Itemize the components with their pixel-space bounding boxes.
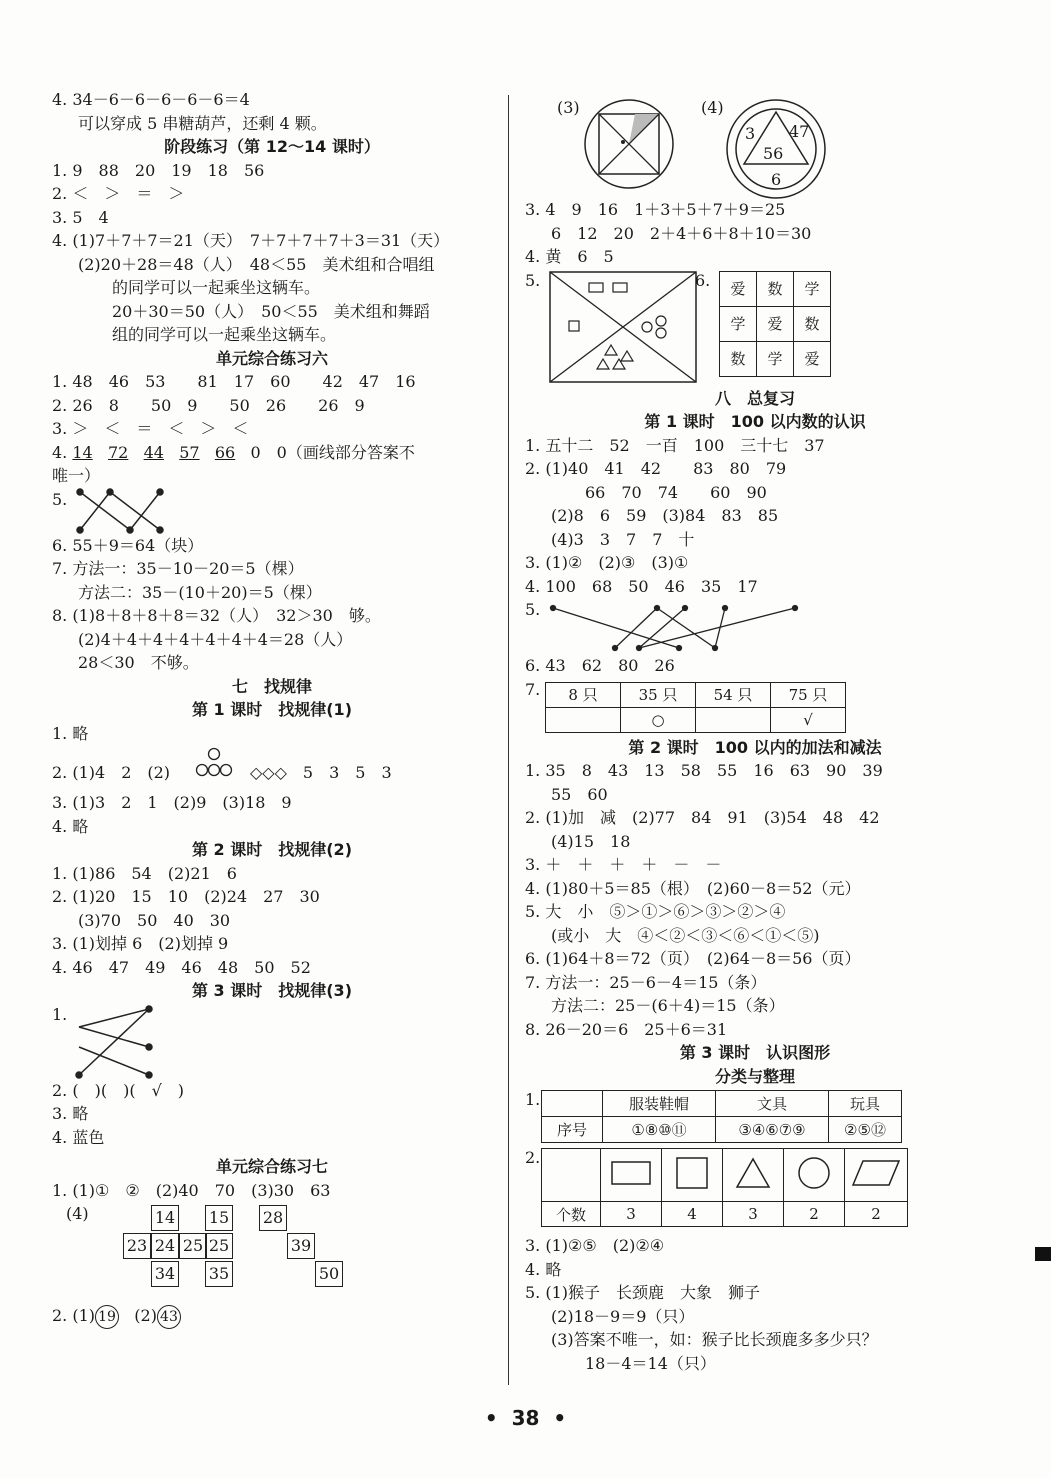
answer-line	[52, 1302, 492, 1330]
rectangle-icon	[610, 1160, 652, 1186]
grid-cell: 35	[205, 1261, 233, 1287]
item-number: (4)	[66, 1204, 89, 1223]
answer-line: 3. (1)②⑤ (2)②④	[525, 1236, 665, 1255]
answer-line: 2. (1)20 15 10 (2)24 27 30	[52, 887, 320, 906]
matching-figure	[52, 488, 492, 534]
answer-line: 4. 略	[525, 1259, 562, 1279]
answer-line: 4. 黄 6 5	[525, 247, 614, 266]
classification-table-block	[525, 1088, 985, 1146]
answer-line: 66 70 74 60 90	[585, 482, 767, 502]
table-cell: ①⑧⑩⑪	[603, 1117, 716, 1143]
table-cell: 2	[784, 1202, 845, 1227]
table-cell: ○	[621, 707, 696, 732]
answer-line: (或小 大 ④＜②＜③＜⑥＜①＜⑤)	[551, 925, 820, 945]
answer-line: 方法二：35－(10＋20)＝5（棵）	[78, 582, 322, 602]
answer-line: 20＋30＝50（人） 50＜55 美术组和舞蹈	[112, 301, 430, 321]
answer-line: 1. 9 88 20 19 18 56	[52, 160, 265, 180]
table-cell: 玩具	[829, 1091, 902, 1117]
table-cell: 3	[601, 1202, 662, 1227]
answer-line: 5. 大 小 ⑤＞①＞⑥＞③＞②＞④	[525, 902, 786, 921]
rectangle-cell	[601, 1149, 662, 1202]
circle-number: 47	[789, 122, 810, 141]
circle-icon	[797, 1156, 831, 1190]
answer-line: 3. 略	[52, 1104, 89, 1123]
lesson-heading: 第 1 课时 100 以内数的认识	[644, 412, 866, 431]
item-number: 6.	[695, 270, 711, 290]
underlined-answer: 44	[143, 442, 164, 462]
circle-square-figure	[583, 98, 675, 190]
answer-line: 5. (1)猴子 长颈鹿 大象 狮子	[525, 1283, 761, 1302]
lesson-heading: 第 1 课时 找规律(1)	[191, 700, 353, 719]
answer-text: ◇◇◇ 5 3 5 3	[250, 763, 392, 782]
table-cell	[542, 1149, 601, 1202]
grid-cell: 34	[151, 1261, 179, 1287]
table-cell	[542, 1091, 603, 1117]
lesson-heading: 第 3 课时 找规律(3)	[191, 981, 353, 1000]
item-number: 5.	[525, 600, 541, 619]
answer-line: (3)答案不唯一，如：猴子比长颈鹿多多少只？	[551, 1330, 878, 1349]
answer-line: 2. ( )( )( √ )	[52, 1080, 185, 1100]
answer-line: 8. 26－20＝6 25＋6＝31	[525, 1019, 728, 1039]
answer-line: 6 12 20 2＋4＋6＋8＋10＝30	[551, 223, 812, 243]
answer-line: 组的同学可以一起乘坐这辆车。	[112, 325, 337, 344]
item-number: 5.	[52, 489, 68, 509]
circle-cell	[784, 1149, 845, 1202]
edge-tab-mark	[1035, 1247, 1051, 1261]
table-cell: ②⑤⑫	[829, 1117, 902, 1143]
parallelogram-cell	[845, 1149, 908, 1202]
item-number: 4.	[52, 442, 68, 462]
lesson-heading: 第 2 课时 找规律(2)	[191, 840, 353, 859]
figure-label: (4)	[701, 98, 724, 117]
right-column	[525, 88, 985, 1375]
table-cell: 2	[845, 1202, 908, 1227]
answer-line: 4. (1)7＋7＋7＝21（天） 7＋7＋7＋7＋3＝31（天）	[52, 231, 450, 250]
answer-line: 2. (1)40 41 42 83 80 79	[525, 459, 787, 478]
grid-cell: 50	[315, 1261, 343, 1287]
table-cell	[696, 707, 771, 732]
table-cell: 8 只	[546, 682, 621, 707]
character-grid	[719, 271, 831, 377]
section-heading: 阶段练习（第 12～14 课时）	[164, 137, 380, 156]
cross-lines-diagram	[70, 488, 230, 534]
answer-line: 4. 100 68 50 46 35 17	[525, 576, 758, 596]
answer-line: (2)8 6 59 (3)84 83 85	[551, 506, 779, 525]
comparison-table	[545, 682, 846, 733]
table-cell: ③④⑥⑦⑨	[716, 1117, 829, 1143]
triangle-cell	[723, 1149, 784, 1202]
table-cell: 75 只	[771, 682, 846, 707]
answer-line: 7. 方法一：35－10－20＝5（棵）	[52, 559, 304, 578]
answer-line: 3. ＞ ＜ ＝ ＜ ＞ ＜	[52, 419, 249, 438]
answer-text: (2)	[134, 1306, 157, 1325]
answer-table-7	[525, 678, 985, 736]
grid-cell: 数	[794, 306, 831, 341]
underlined-answer: 57	[179, 442, 200, 462]
underlined-answer: 66	[214, 442, 236, 462]
answer-line: 1. (1)① ② (2)40 70 (3)30 63	[52, 1180, 331, 1200]
cross-lines-diagram	[67, 1003, 187, 1079]
grid-cell: 爱	[757, 306, 794, 341]
grid-cell: 15	[205, 1205, 233, 1231]
lesson-heading: 第 2 课时 100 以内的加法和减法	[628, 737, 882, 757]
matching-figure	[525, 598, 985, 654]
item-number: 5.	[525, 270, 541, 290]
answer-line: 1. 略	[52, 723, 89, 743]
grid-cell: 25	[179, 1233, 207, 1259]
section-heading: 单元综合练习六	[215, 348, 328, 368]
answer-line: 55 60	[551, 784, 608, 804]
figure-label: (3)	[557, 98, 580, 117]
answer-line: (2)4＋4＋4＋4＋4＋4＋4＝28（人）	[78, 629, 353, 649]
answer-line: 2. ＜ ＞ ＝ ＞	[52, 184, 185, 203]
grid-cell: 39	[287, 1233, 315, 1259]
grid-cell: 数	[720, 341, 757, 376]
table-cell: 4	[662, 1202, 723, 1227]
answer-line: 3. ＋ ＋ ＋ ＋ － －	[525, 855, 722, 874]
lesson-subheading: 分类与整理	[714, 1066, 795, 1086]
answer-line: (3)70 50 40 30	[78, 910, 231, 930]
nested-circle-figure	[725, 98, 827, 200]
table-cell: √	[771, 707, 846, 732]
page-number-value: 38	[511, 1406, 540, 1430]
answer-line: 6. 55＋9＝64（块）	[52, 535, 204, 555]
grid-cell: 学	[720, 306, 757, 341]
answer-line: 6. (1)64＋8＝72（页） (2)64－8＝56（页）	[525, 949, 861, 968]
answer-line: 3. 4 9 16 1＋3＋5＋7＋9＝25	[525, 200, 786, 219]
table-cell: 54 只	[696, 682, 771, 707]
underlined-answer: 14	[72, 442, 93, 462]
grid-cell: 爱	[720, 271, 757, 306]
answer-line	[52, 745, 492, 791]
underlined-answer: 72	[107, 442, 129, 462]
answer-line: 4. 46 47 49 46 48 50 52	[52, 957, 311, 977]
answer-text: 2. (1)	[52, 1306, 96, 1325]
answer-line: 18－4＝14（只）	[585, 1353, 716, 1373]
answer-line: (4)15 18	[551, 831, 631, 851]
grid-cell: 14	[151, 1205, 179, 1231]
lesson-heading: 第 3 课时 认识图形	[679, 1043, 831, 1062]
figures-row	[525, 88, 985, 198]
matching-figure	[52, 1003, 492, 1079]
grid-cell: 学	[794, 271, 831, 306]
answer-line: 可以穿成 5 串糖葫芦，还剩 4 颗。	[78, 113, 327, 133]
answer-line: 3. (1)划掉 6 (2)划掉 9	[52, 934, 229, 953]
answer-line: 方法二：25－(6＋4)＝15（条）	[551, 996, 785, 1015]
grid-cell: 25	[205, 1233, 233, 1259]
answer-line: 唯一）	[52, 466, 101, 485]
square-diagonals-figure	[549, 271, 699, 385]
circle-number: 3	[745, 124, 756, 143]
answer-line: 7. 方法一：25－6－4＝15（条）	[525, 972, 767, 992]
circle-number: 56	[763, 144, 784, 163]
answer-line: 2. (1)加 减 (2)77 84 91 (3)54 48 42	[525, 808, 880, 827]
grid-cell: 数	[757, 271, 794, 306]
grid-cell: 学	[757, 341, 794, 376]
chapter-heading: 七 找规律	[231, 676, 312, 696]
answer-line: 4. 蓝色	[52, 1127, 105, 1147]
answer-line: 3. 5 4	[52, 207, 109, 227]
grid-cell: 28	[259, 1205, 287, 1231]
answer-line: 2. 26 8 50 9 50 26 26 9	[52, 395, 365, 415]
table-cell: 文具	[716, 1091, 829, 1117]
item-number: 2.	[525, 1148, 541, 1167]
classification-table	[541, 1090, 902, 1143]
shape-count-block	[525, 1146, 985, 1234]
figures-row	[525, 269, 985, 387]
answer-line: 3. (1)3 2 1 (2)9 (3)18 9	[52, 793, 292, 812]
answer-line: 1. 48 46 53 81 17 60 42 47 16	[52, 372, 416, 391]
circled-number: 43	[157, 1305, 181, 1329]
item-number: 1.	[52, 1004, 68, 1024]
section-heading: 单元综合练习七	[215, 1157, 328, 1176]
matching-lines-diagram	[539, 598, 839, 654]
chapter-heading: 八 总复习	[714, 388, 795, 408]
page-number: • 38 •	[484, 1406, 567, 1430]
column-divider	[508, 95, 509, 1385]
triangle-icon	[735, 1157, 771, 1189]
table-cell: 3	[723, 1202, 784, 1227]
grid-cell: 23	[123, 1233, 151, 1259]
square-icon	[675, 1156, 709, 1190]
answer-line: (2)18－9＝9（只）	[551, 1306, 695, 1326]
answer-line: 4. 略	[52, 816, 89, 836]
left-column	[52, 88, 492, 1330]
answer-text: 2. (1)4 2 (2)	[52, 763, 171, 782]
shape-count-table	[541, 1148, 908, 1227]
grid-cell: 24	[151, 1233, 179, 1259]
circled-number: 19	[95, 1305, 119, 1329]
answer-line	[52, 441, 492, 465]
answer-line: 8. (1)8＋8＋8＋8＝32（人） 32＞30 够。	[52, 606, 381, 625]
answer-line: 6. 43 62 80 26	[525, 656, 675, 675]
circle-pattern-icon	[192, 747, 236, 787]
answer-line: (4)3 3 7 7 十	[551, 529, 695, 549]
table-cell	[546, 707, 621, 732]
answer-line: 4. 34－6－6－6－6－6＝4	[52, 90, 250, 109]
answer-line: 的同学可以一起乘坐这辆车。	[112, 278, 321, 297]
answer-line: 3. (1)② (2)③ (3)①	[525, 553, 689, 572]
table-cell: 35 只	[621, 682, 696, 707]
circle-number: 6	[771, 170, 782, 189]
number-grids	[52, 1202, 492, 1302]
answer-line: 28＜30 不够。	[78, 653, 199, 672]
parallelogram-icon	[851, 1159, 901, 1187]
table-cell: 个数	[542, 1202, 601, 1227]
answer-line: (2)20＋28＝48（人） 48＜55 美术组和合唱组	[78, 254, 435, 274]
answer-line: 1. 35 8 43 13 58 55 16 63 90 39	[525, 761, 883, 780]
item-number: 7.	[525, 679, 541, 699]
table-cell: 服装鞋帽	[603, 1091, 716, 1117]
answer-line: 1. 五十二 52 一百 100 三十七 37	[525, 435, 825, 455]
square-cell	[662, 1149, 723, 1202]
answer-line: 1. (1)86 54 (2)21 6	[52, 863, 237, 883]
item-number: 1.	[525, 1090, 541, 1109]
grid-cell: 爱	[794, 341, 831, 376]
answer-text: 0 0（画线部分答案不	[250, 442, 415, 462]
answer-line: 4. (1)80＋5＝85（根） (2)60－8＝52（元）	[525, 878, 861, 898]
table-cell: 序号	[542, 1117, 603, 1143]
